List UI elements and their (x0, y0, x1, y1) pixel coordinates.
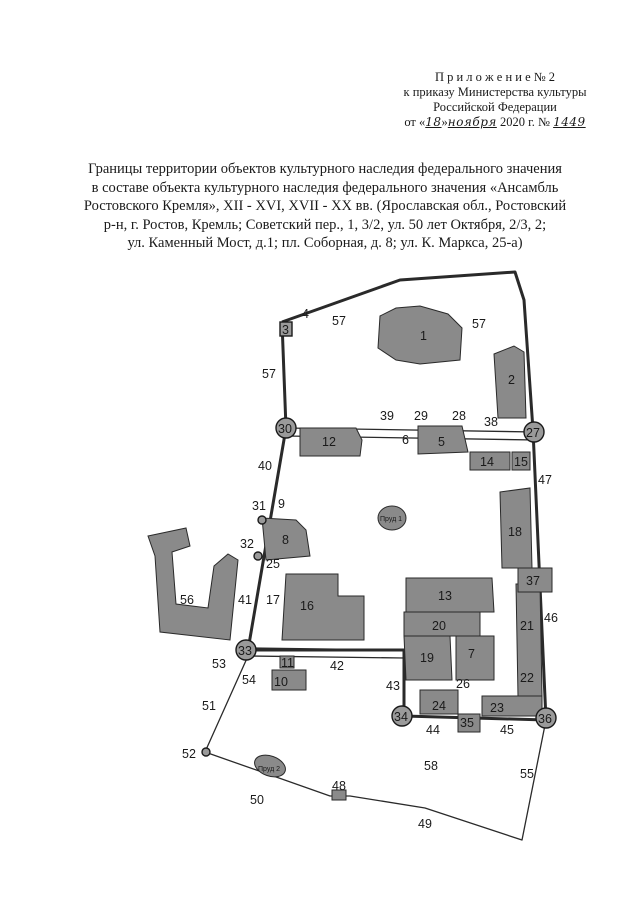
building-16 (282, 574, 364, 640)
label-7: 7 (468, 647, 475, 661)
label-45: 45 (500, 723, 514, 737)
date-day: 18 (425, 115, 442, 129)
label-6: 6 (402, 433, 409, 447)
tower-32 (254, 552, 262, 560)
label-18: 18 (508, 525, 522, 539)
label-43: 43 (386, 679, 400, 693)
label-38: 38 (484, 415, 498, 429)
label-2: 2 (508, 373, 515, 387)
label-49: 49 (418, 817, 432, 831)
label-24: 24 (432, 699, 446, 713)
tower-52 (202, 748, 210, 756)
label-21: 21 (520, 619, 534, 633)
label-14: 14 (480, 455, 494, 469)
label-57-west: 57 (262, 367, 276, 381)
title-line-4: р-н, г. Ростов, Кремль; Советский пер., 1, 3/2, ул. 50 лет Октября, 2/3, 2; (103, 216, 547, 233)
label-19: 19 (420, 651, 434, 665)
label-34: 34 (394, 710, 408, 724)
label-41: 41 (238, 593, 252, 607)
title-line-1: Границы территории объектов культурного наследия федерального значения (88, 161, 562, 177)
label-15: 15 (514, 455, 528, 469)
label-51: 51 (202, 699, 216, 713)
title-line-5: ул. Каменный Мост, д.1; пл. Соборная, д. 8; ул. К. Маркса, 25-а) (127, 235, 523, 251)
label-30: 30 (278, 422, 292, 436)
title-line-2: в составе объекта культурного наследия федерального значения «Ансамбль (91, 179, 559, 196)
label-54: 54 (242, 673, 256, 687)
label-50: 50 (250, 793, 264, 807)
label-48: 48 (332, 779, 346, 793)
label-9: 9 (278, 497, 285, 511)
label-40: 40 (258, 459, 272, 473)
date-month: ноября (447, 115, 497, 129)
label-42: 42 (330, 659, 344, 673)
label-53: 53 (212, 657, 226, 671)
label-36: 36 (538, 712, 552, 726)
label-46: 46 (544, 611, 558, 625)
label-39: 39 (380, 409, 394, 423)
label-1: 1 (420, 329, 427, 343)
label-31: 31 (252, 499, 266, 513)
label-17: 17 (266, 593, 280, 607)
label-33: 33 (238, 644, 252, 658)
label-23: 23 (490, 701, 504, 715)
label-57-east: 57 (472, 317, 486, 331)
date-suffix: 2020 г. № (499, 115, 550, 129)
label-3: 3 (282, 323, 289, 337)
label-28: 28 (452, 409, 466, 423)
appendix-number: П р и л о ж е н и е № 2 (434, 70, 556, 84)
title-line-3: Ростовского Кремля», XII - XVI, XVII - XX вв. (Ярославская обл., Ростовский (83, 198, 567, 214)
label-12: 12 (322, 435, 336, 449)
date-prefix: от « (404, 115, 426, 129)
label-8: 8 (282, 533, 289, 547)
label-57-north: 57 (332, 314, 346, 328)
label-58: 58 (424, 759, 438, 773)
label-55: 55 (520, 767, 534, 781)
label-11: 11 (281, 656, 294, 670)
label-26: 26 (456, 677, 470, 691)
label-47: 47 (538, 473, 552, 487)
label-25: 25 (266, 557, 280, 571)
label-29: 29 (414, 409, 428, 423)
pond-1-label: Пруд 1 (380, 516, 403, 523)
building-7 (456, 636, 494, 680)
pond-2-label: Пруд 2 (258, 766, 281, 773)
order-number: 1449 (553, 115, 586, 129)
label-44: 44 (426, 723, 440, 737)
label-27: 27 (526, 426, 540, 440)
label-22: 22 (520, 671, 534, 685)
label-52: 52 (182, 747, 196, 761)
date-mid: » (441, 115, 448, 129)
south-territory-boundary (205, 656, 546, 840)
label-35: 35 (460, 716, 474, 730)
building-56 (148, 528, 238, 640)
appendix-federation: Российской Федерации (433, 100, 557, 114)
label-37: 37 (526, 574, 540, 588)
label-56: 56 (180, 593, 194, 607)
label-10: 10 (274, 675, 288, 689)
label-4: 4 (302, 307, 309, 321)
label-32: 32 (240, 537, 254, 551)
label-13: 13 (438, 589, 452, 603)
label-20: 20 (432, 619, 446, 633)
appendix-ministry: к приказу Министерства культуры (403, 85, 587, 99)
label-5: 5 (438, 435, 445, 449)
tower-31 (258, 516, 266, 524)
label-16: 16 (300, 599, 314, 613)
